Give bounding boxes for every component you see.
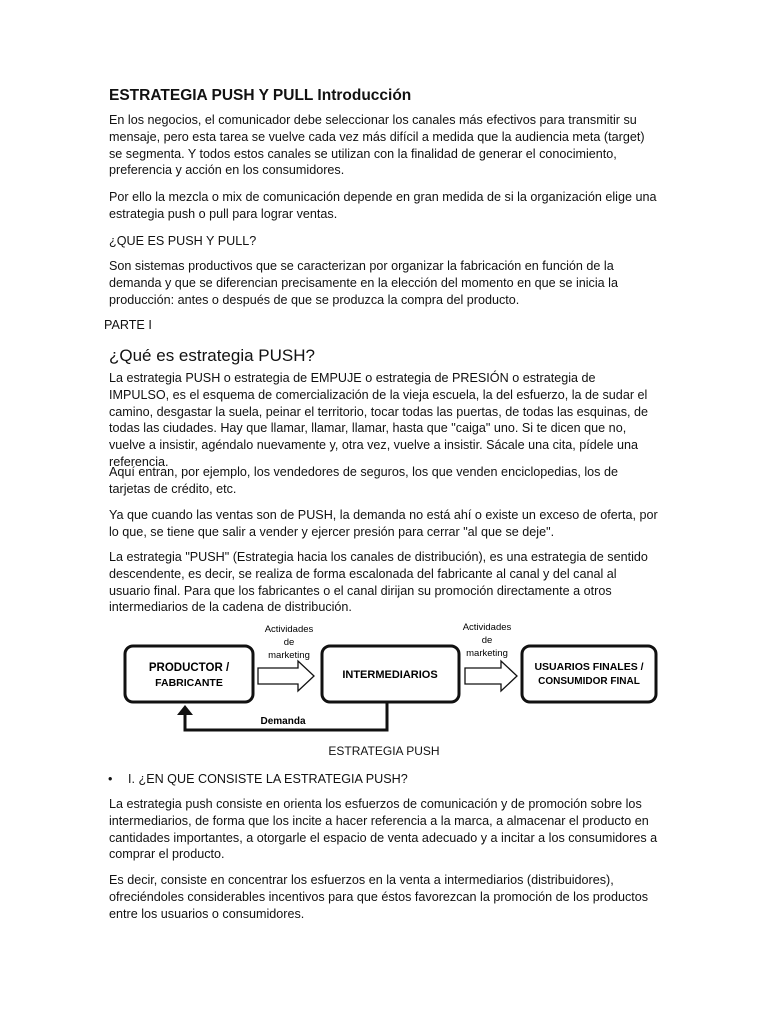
end-users-box (522, 646, 656, 702)
marketing-arrow-1 (258, 661, 314, 691)
intermediaries-label: INTERMEDIARIOS (342, 669, 438, 681)
intro-paragraph-2: Por ello la mezcla o mix de comunicación depende en gran medida de si la organización elige una estrategia push o pull para lograr ventas. (109, 190, 657, 221)
diagram-caption: ESTRATEGIA PUSH (328, 744, 440, 758)
consist-paragraph-2: Es decir, consiste en concentrar los esfuerzos en la venta a intermediarios (distribuidores), ofreciéndoles considerables incentivos para que éstos favorezcan la promoción de los productos entre los usuarios o consumidores. (109, 873, 649, 921)
page-title: ESTRATEGIA PUSH Y PULL Introducción (109, 87, 412, 104)
intro-paragraph-1: En los negocios, el comunicador debe seleccionar los canales más efectivos para transmitir su mensaje, pero esta tarea se vuelve cada vez más difícil a medida que la audiencia meta (target) se segmenta. Y todos estos canales se utilizan con la finalidad de generar el conocimiento, preferencia y acción en los consumidores. (109, 113, 645, 178)
activities-label-2a: Actividades (462, 622, 512, 633)
producer-label-2: FABRICANTE (155, 677, 223, 689)
end-users-label-2: CONSUMIDOR FINAL (538, 676, 640, 687)
demand-label: Demanda (260, 716, 306, 727)
push-paragraph-2: Aquí entran, por ejemplo, los vendedores de seguros, los que venden enciclopedias, los de tarjetas de crédito, etc. (109, 465, 618, 496)
producer-box (125, 646, 253, 702)
push-paragraph-1: La estrategia PUSH o estrategia de EMPUJE o estrategia de PRESIÓN o estrategia de IMPULSO, es el esquema de comercialización de la vieja escuela, la del esfuerzo, la de sudar el camino, desgastar la suela, peinar el territorio, tocar todas las puertas, de todas las esquinas, de todas las ciudades. Hay que llamar, llamar, llamar, hasta que "caiga" uno. Si te dicen que no, vuelve a insistir, agéndalo nuevamente y, otra vez, vuelve a insistir. Sácale una cita, pídele una referencia. (109, 371, 649, 469)
consist-paragraph-1: La estrategia push consiste en orienta los esfuerzos de comunicación y de promoción sobre los intermediarios, de forma que los incite a hacer referencia a la marca, a almacenar el producto en cantidades importantes, a otorgarle el espacio de venta adecuado y a incitar a los consumidores a comprar el producto. (109, 797, 658, 862)
activities-label-1a: Actividades (264, 624, 314, 635)
push-paragraph-3: Ya que cuando las ventas son de PUSH, la demanda no está ahí o existe un exceso de oferta, por lo que, se tiene que salir a vender y ejercer presión para cerrar "al que se deje". (109, 508, 658, 539)
activities-label-1c: marketing (268, 650, 310, 661)
demand-arrowhead (177, 705, 193, 715)
bullet-text: I. ¿EN QUE CONSISTE LA ESTRATEGIA PUSH? (128, 772, 408, 786)
push-paragraph-4: La estrategia "PUSH" (Estrategia hacia los canales de distribución), es una estrategia de sentido descendente, es decir, se realiza de forma escalonada del fabricante al canal y del canal al usuario final. Para que los fabricantes o el canal dirijan su promoción directamente a otros intermediarios de la cadena de distribución. (109, 550, 648, 615)
push-strategy-diagram (115, 618, 660, 740)
push-heading: ¿Qué es estrategia PUSH? (109, 346, 315, 365)
definition-paragraph: Son sistemas productivos que se caracterizan por organizar la fabricación en función de la demanda y que se diferencian precisamente en la elección del momento en que se inicia la producción: antes o después de que se produzca la compra del producto. (109, 259, 618, 307)
end-users-label-1: USUARIOS FINALES / (534, 661, 644, 673)
activities-label-2c: marketing (466, 648, 508, 659)
activities-label-1b: de (283, 637, 295, 648)
part-label: PARTE I (104, 318, 152, 332)
producer-label-1: PRODUCTOR / (148, 662, 230, 674)
marketing-arrow-2 (465, 661, 517, 691)
push-pull-question: ¿QUE ES PUSH Y PULL? (109, 234, 257, 248)
bullet-dot: • (108, 772, 113, 786)
activities-label-2b: de (481, 635, 493, 646)
